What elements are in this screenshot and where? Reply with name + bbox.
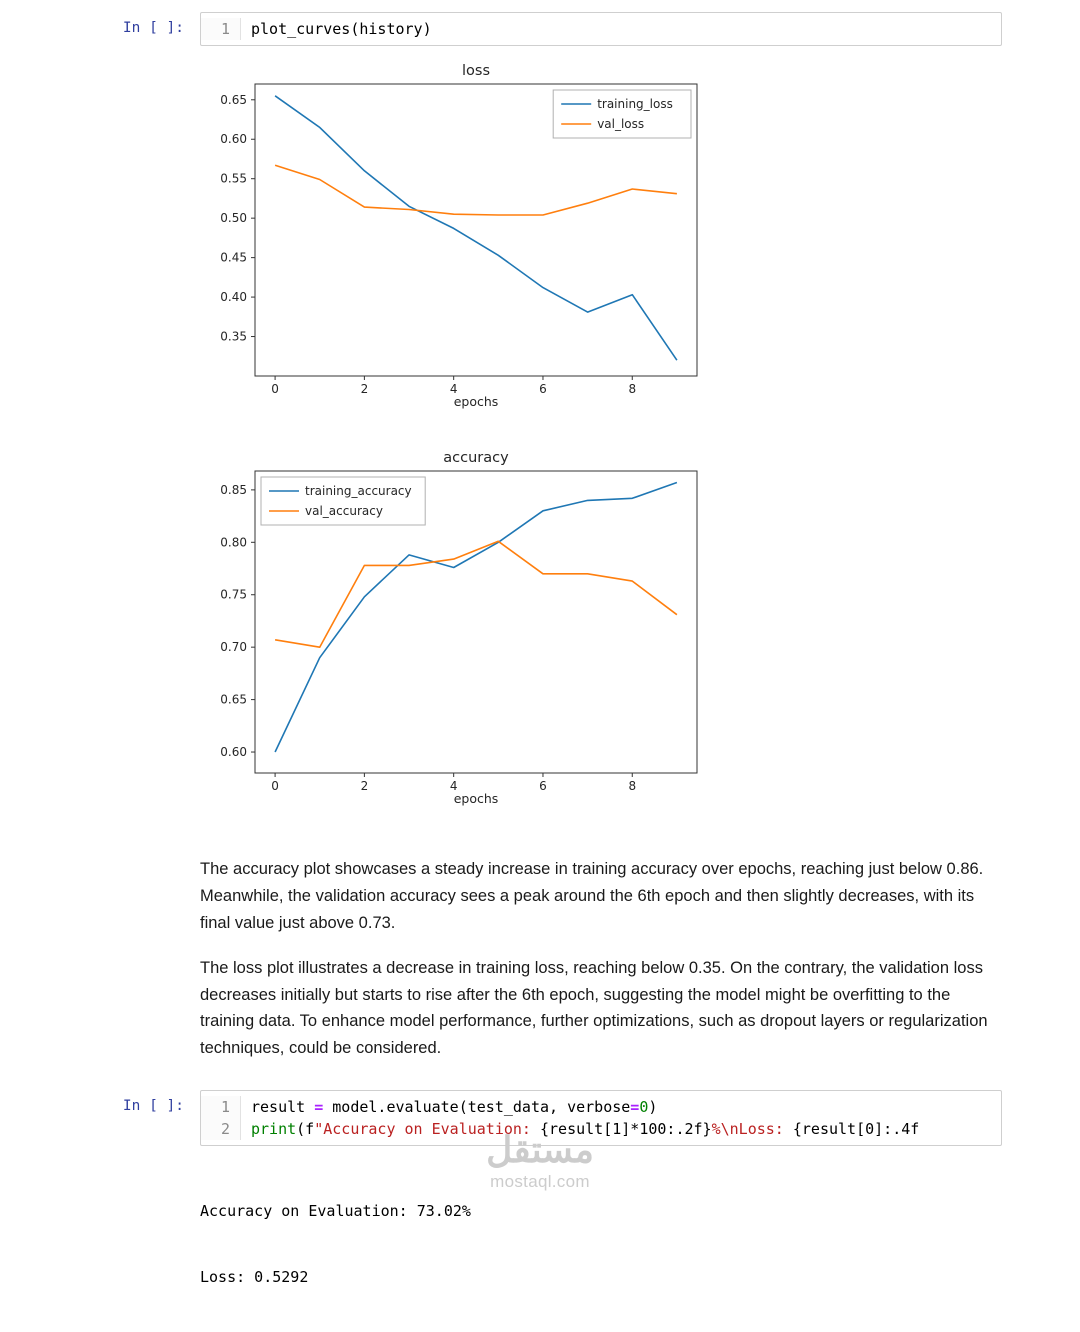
loss-figure (205, 58, 1080, 415)
x-axis-label: epochs (453, 394, 499, 409)
output-line-loss: Loss: 0.5292 (200, 1268, 309, 1287)
line-number: 1 (201, 1096, 241, 1118)
loss-chart (205, 58, 705, 410)
x-tick-label: 2 (360, 779, 369, 793)
cell2-prompt: In [ ]: (122, 1098, 184, 1115)
cell2-code (201, 1096, 1001, 1140)
code-text: plot_curves(history) (251, 20, 432, 38)
code-line (201, 1096, 1001, 1118)
cell2-input[interactable] (200, 1090, 1002, 1146)
legend-label: training_loss (597, 97, 673, 111)
y-tick-label: 0.45 (220, 250, 247, 265)
code-line (201, 1118, 1001, 1140)
code-text: result = model.evaluate(test_data, verbose=0) (251, 1098, 658, 1117)
chart-title: loss (461, 63, 491, 79)
code-cell-1 (0, 12, 1080, 46)
legend-label: val_loss (597, 117, 645, 131)
x-tick-label: 6 (539, 382, 547, 396)
cell2-output (200, 1156, 1080, 1332)
code-cell-2 (0, 1090, 1080, 1146)
accuracy-chart (205, 445, 705, 807)
output-line-accuracy: Accuracy on Evaluation: 73.02% (200, 1202, 471, 1221)
x-tick-label: 8 (628, 779, 637, 793)
y-tick-label: 0.65 (220, 92, 247, 107)
loss-analysis-paragraph: The loss plot illustrates a decrease in training loss, reaching below 0.35. On the contrary, the validation loss decreases initially but starts to rise after the 6th epoch, suggesting the model might be overfitting to the training data. To enhance model performance, further optimizations, such as dropout layers or regularization techniques, could be considered. (200, 958, 988, 1058)
chart-title: accuracy (443, 450, 509, 466)
y-tick-label: 0.40 (220, 290, 247, 305)
line-number: 1 (201, 18, 241, 40)
x-tick-label: 0 (271, 779, 279, 793)
x-tick-label: 6 (539, 779, 547, 793)
x-axis-label: epochs (453, 791, 499, 806)
x-tick-label: 4 (449, 382, 458, 396)
code-line (201, 18, 1001, 40)
y-tick-label: 0.55 (220, 171, 247, 186)
y-tick-label: 0.70 (220, 640, 247, 655)
y-tick-label: 0.35 (220, 329, 247, 344)
x-tick-label: 2 (360, 382, 369, 396)
y-tick-label: 0.60 (220, 745, 247, 760)
legend-label: val_accuracy (305, 504, 383, 518)
y-tick-label: 0.50 (220, 211, 247, 226)
line-number: 2 (201, 1118, 241, 1140)
cell1-code (201, 18, 1001, 40)
y-tick-label: 0.75 (220, 587, 247, 602)
cell1-prompt: In [ ]: (122, 20, 184, 36)
y-tick-label: 0.60 (220, 132, 247, 147)
legend-label: training_accuracy (305, 484, 412, 498)
x-tick-label: 0 (271, 382, 279, 396)
cell1-input[interactable] (200, 12, 1002, 46)
y-tick-label: 0.80 (220, 535, 247, 550)
y-tick-label: 0.85 (220, 482, 247, 497)
watermark-logo: مستقل (486, 1129, 594, 1170)
y-tick-label: 0.65 (220, 692, 247, 707)
markdown-cell (200, 856, 988, 1062)
accuracy-analysis-paragraph: The accuracy plot showcases a steady increase in training accuracy over epochs, reaching just below 0.86. Meanwhile, the validation accuracy sees a peak around the 6th epoch and then slightly decreases, with its final value just above 0.73. (200, 860, 984, 932)
x-tick-label: 8 (628, 382, 637, 396)
watermark-domain: mostaql.com (490, 1171, 590, 1191)
code-text: print(f"Accuracy on Evaluation: {result[1]*100:.2f}%\nLoss: {result[0]:.4f (251, 1120, 920, 1139)
notebook-page (0, 12, 1080, 1287)
accuracy-figure (205, 445, 1080, 812)
x-tick-label: 4 (449, 779, 458, 793)
